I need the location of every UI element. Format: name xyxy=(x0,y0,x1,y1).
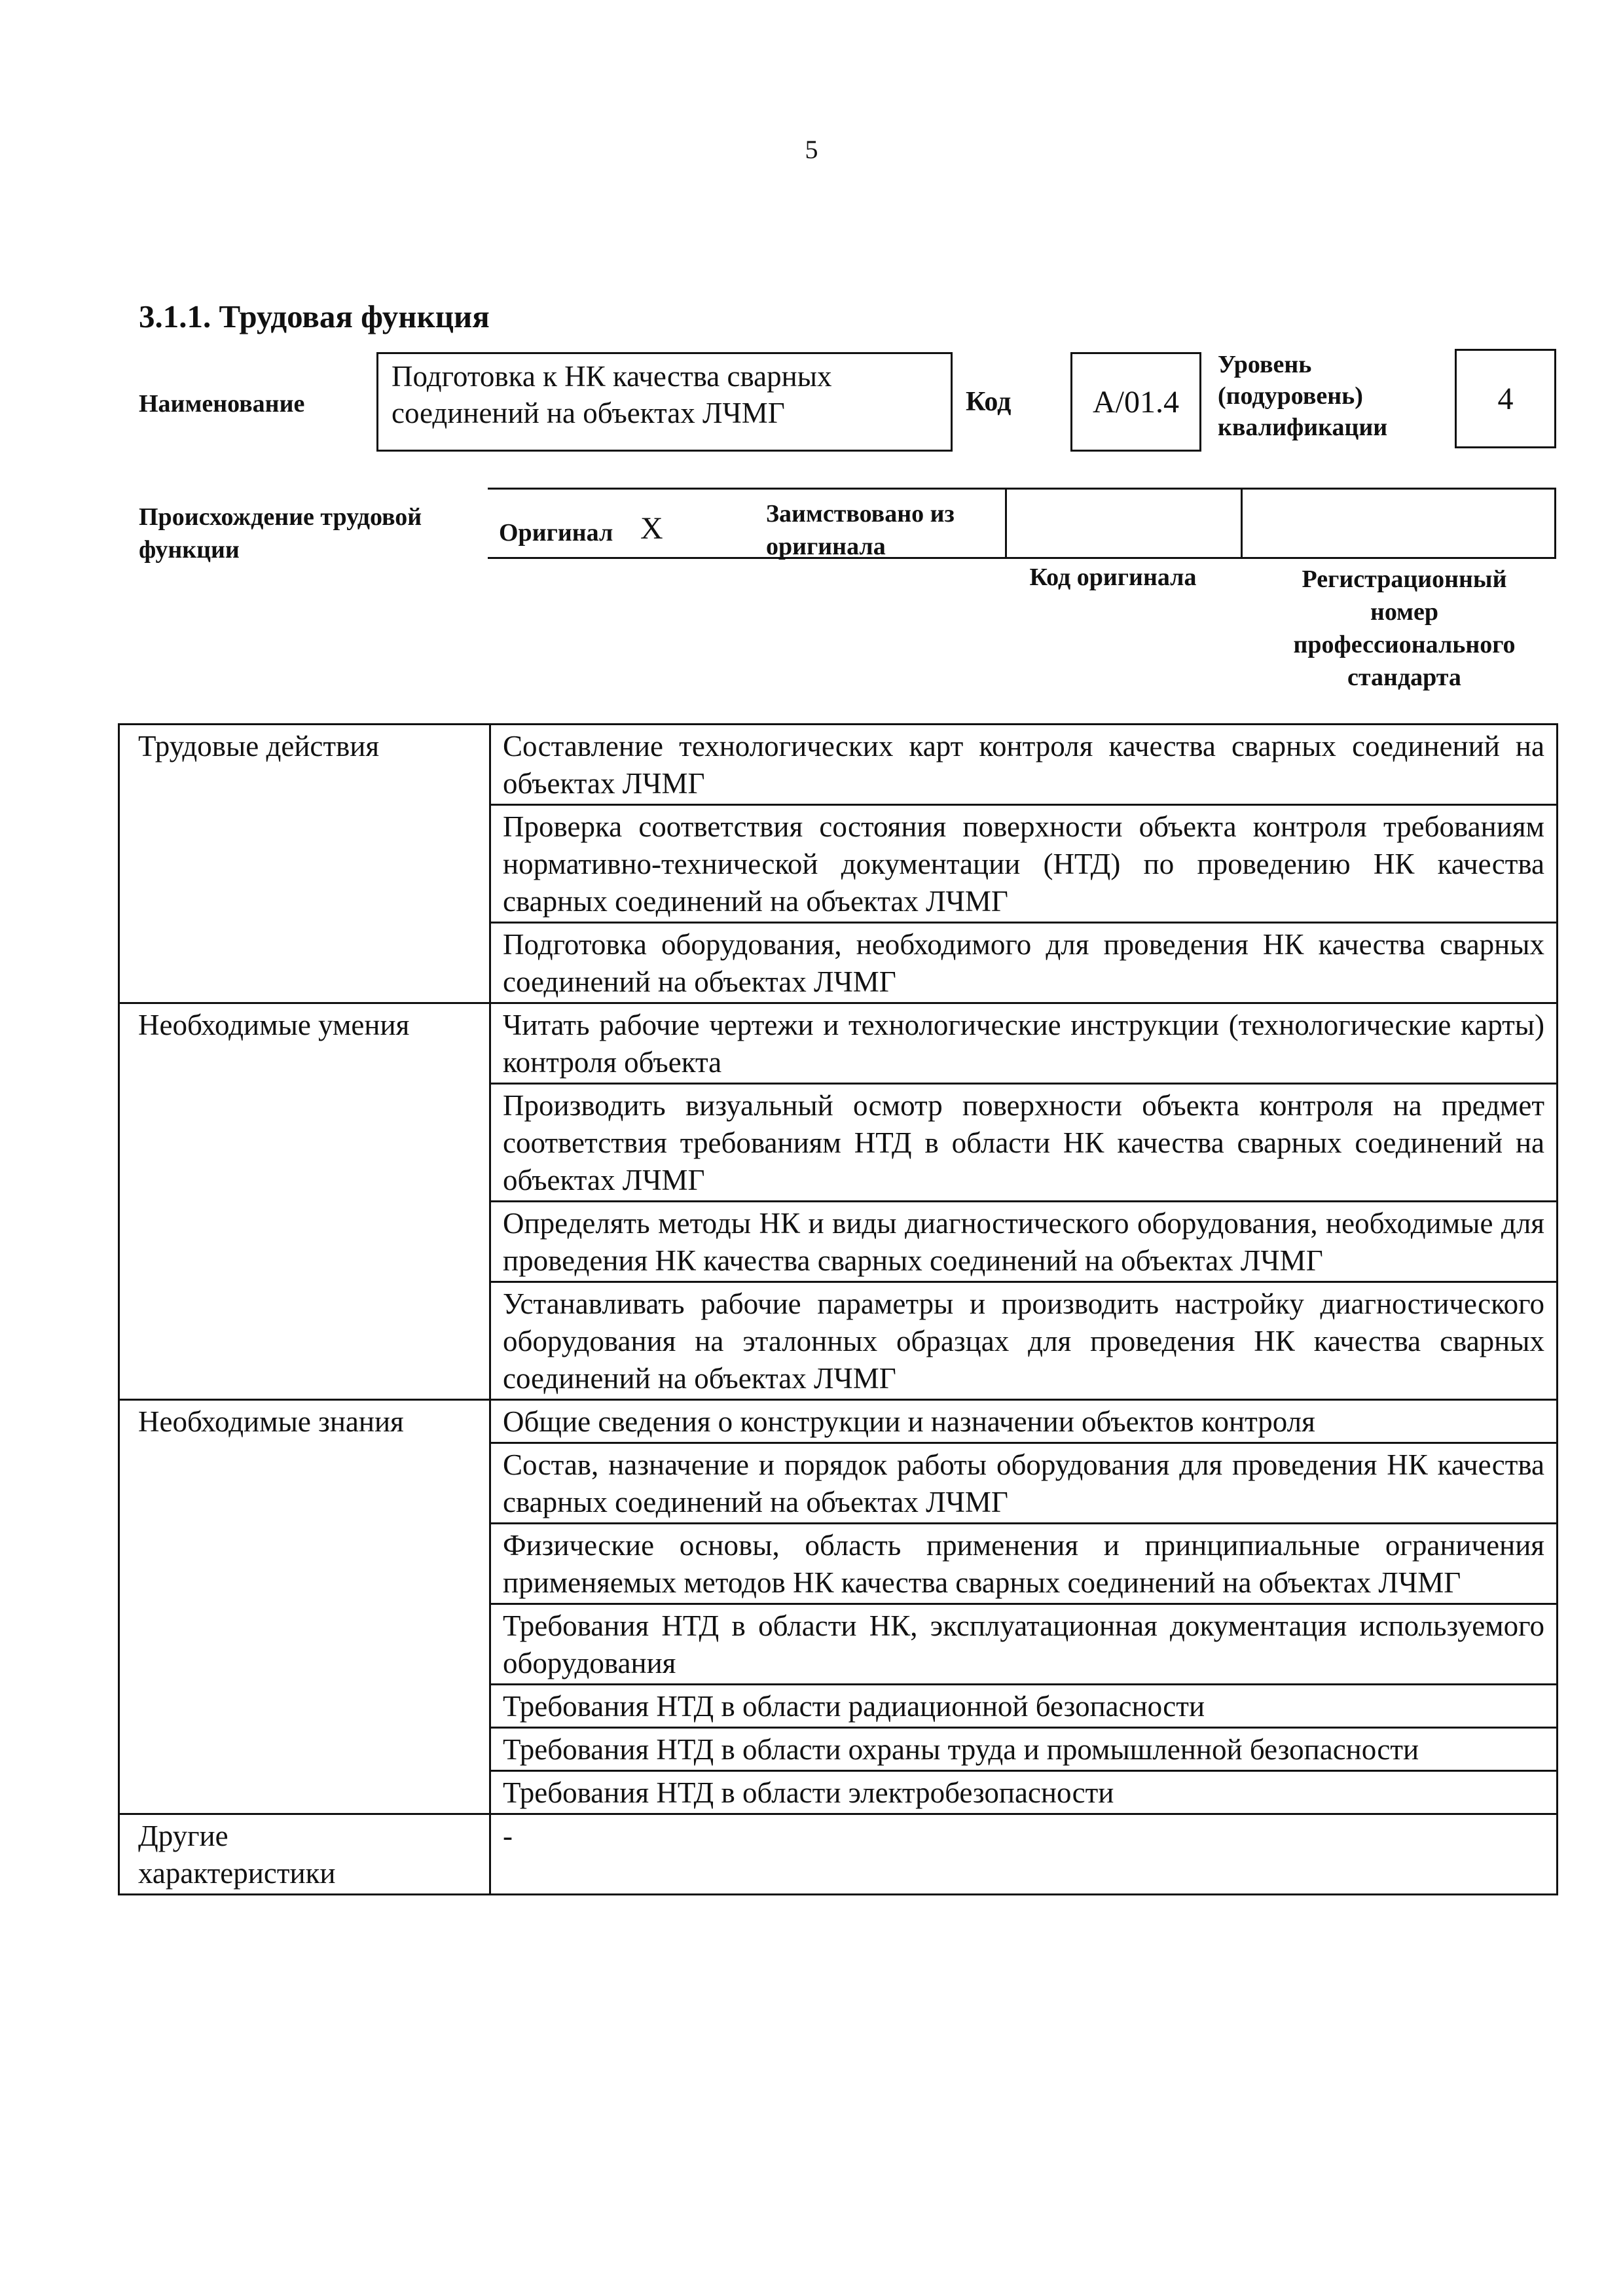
qualification-level-value: 4 xyxy=(1455,349,1556,448)
function-name-box xyxy=(376,352,953,452)
borrowed-label-line1: Заимствовано из xyxy=(766,500,955,528)
origin-label-line1: Происхождение трудовой xyxy=(139,503,422,531)
other-label-line1: Другие xyxy=(138,1820,228,1852)
required-knowledge-item: Требования НТД в области радиационной безопасности xyxy=(490,1685,1558,1728)
origin-divider-3 xyxy=(1554,488,1556,558)
function-name-line2: соединений на объектах ЛЧМГ xyxy=(392,397,785,429)
registration-number-caption xyxy=(1254,563,1555,694)
table-row xyxy=(119,725,1558,805)
origin-strip-bottom-line xyxy=(488,557,1556,559)
borrowed-label-line2: оригинала xyxy=(766,533,886,560)
table-row xyxy=(119,1003,1558,1084)
code-label: Код xyxy=(966,387,1012,417)
required-knowledge-item: Требования НТД в области охраны труда и промышленной безопасности xyxy=(490,1728,1558,1771)
required-skill-item: Определять методы НК и виды диагностического оборудования, необходимые для проведения НК качества сварных соединений на объектах ЛЧМГ xyxy=(490,1202,1558,1282)
other-characteristics-label xyxy=(119,1814,490,1895)
function-name-line1: Подготовка к НК качества сварных xyxy=(392,360,832,393)
level-label-line1: Уровень xyxy=(1218,351,1312,378)
qualification-level-label xyxy=(1218,349,1434,443)
borrowed-label xyxy=(766,497,989,563)
labor-function-table xyxy=(118,723,1558,1895)
level-label-line3: квалификации xyxy=(1218,414,1388,441)
required-skills-label: Необходимые умения xyxy=(119,1003,490,1400)
other-label-line2: характеристики xyxy=(138,1857,336,1890)
reg-caption-line2: номер xyxy=(1370,598,1439,626)
required-skill-item: Устанавливать рабочие параметры и производить настройку диагностического оборудования на эталонных образцах для проведения НК качества сварных соединений на объектах ЛЧМГ xyxy=(490,1282,1558,1400)
original-mark: X xyxy=(640,511,663,546)
origin-label xyxy=(139,501,479,566)
code-value: А/01.4 xyxy=(1070,352,1201,452)
origin-label-line2: функции xyxy=(139,536,240,564)
required-knowledge-item: Физические основы, область применения и принципиальные ограничения применяемых методов НК качества сварных соединений на объектах ЛЧМГ xyxy=(490,1524,1558,1604)
labor-action-item: Подготовка оборудования, необходимого для проведения НК качества сварных соединений на объектах ЛЧМГ xyxy=(490,923,1558,1003)
reg-caption-line3: профессионального xyxy=(1293,631,1516,658)
original-code-caption: Код оригинала xyxy=(1029,564,1197,591)
required-knowledge-item: Общие сведения о конструкции и назначении объектов контроля xyxy=(490,1400,1558,1443)
name-label: Наименование xyxy=(139,390,305,418)
required-knowledge-item: Требования НТД в области НК, эксплуатационная документация используемого оборудования xyxy=(490,1604,1558,1685)
other-characteristics-value: - xyxy=(490,1814,1558,1895)
table-row xyxy=(119,1400,1558,1443)
labor-action-item: Составление технологических карт контроля качества сварных соединений на объектах ЛЧМГ xyxy=(490,725,1558,805)
required-skill-item: Производить визуальный осмотр поверхности объекта контроля на предмет соответствия требованиям НТД в области НК качества сварных соединений на объектах ЛЧМГ xyxy=(490,1084,1558,1202)
reg-caption-line1: Регистрационный xyxy=(1302,565,1507,593)
table-row xyxy=(119,1814,1558,1895)
section-title: 3.1.1. Трудовая функция xyxy=(139,298,490,334)
origin-divider-2 xyxy=(1241,488,1243,558)
page-number: 5 xyxy=(805,135,818,164)
labor-action-item: Проверка соответствия состояния поверхности объекта контроля требованиям нормативно-технической документации (НТД) по проведению НК качества сварных соединений на объектах ЛЧМГ xyxy=(490,805,1558,923)
origin-strip-top-line xyxy=(488,488,1556,490)
required-knowledge-item: Состав, назначение и порядок работы оборудования для проведения НК качества сварных соединений на объектах ЛЧМГ xyxy=(490,1443,1558,1524)
labor-actions-label: Трудовые действия xyxy=(119,725,490,1003)
original-label: Оригинал xyxy=(499,519,613,547)
required-knowledge-label: Необходимые знания xyxy=(119,1400,490,1814)
reg-caption-line4: стандарта xyxy=(1347,664,1461,691)
level-label-line2: (подуровень) xyxy=(1218,382,1363,410)
required-knowledge-item: Требования НТД в области электробезопасности xyxy=(490,1771,1558,1814)
origin-divider-1 xyxy=(1005,488,1007,558)
required-skill-item: Читать рабочие чертежи и технологические инструкции (технологические карты) контроля объекта xyxy=(490,1003,1558,1084)
